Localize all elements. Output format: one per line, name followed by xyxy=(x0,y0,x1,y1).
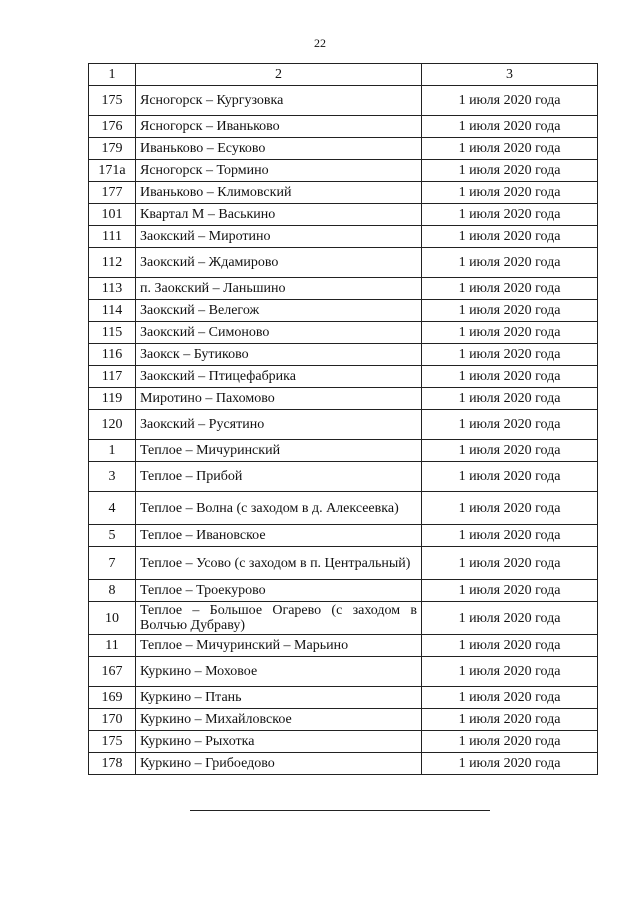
route-number-cell: 119 xyxy=(89,388,136,410)
route-name-cell: Теплое – Троекурово xyxy=(136,580,422,602)
table-row xyxy=(89,709,598,731)
route-date-cell: 1 июля 2020 года xyxy=(422,300,598,322)
route-number-cell: 178 xyxy=(89,753,136,775)
route-number-cell: 175 xyxy=(89,86,136,116)
route-date-cell: 1 июля 2020 года xyxy=(422,116,598,138)
route-date-cell: 1 июля 2020 года xyxy=(422,462,598,492)
header-col-1: 1 xyxy=(89,64,136,86)
route-number-cell: 120 xyxy=(89,410,136,440)
route-number-cell: 101 xyxy=(89,204,136,226)
table-row xyxy=(89,440,598,462)
route-date-cell: 1 июля 2020 года xyxy=(422,580,598,602)
route-name-cell: Иваньково – Есуково xyxy=(136,138,422,160)
route-number-cell: 167 xyxy=(89,657,136,687)
route-number-cell: 170 xyxy=(89,709,136,731)
route-date-cell: 1 июля 2020 года xyxy=(422,657,598,687)
route-number-cell: 169 xyxy=(89,687,136,709)
route-date-cell: 1 июля 2020 года xyxy=(422,731,598,753)
table-row xyxy=(89,248,598,278)
table-row xyxy=(89,580,598,602)
route-date-cell: 1 июля 2020 года xyxy=(422,687,598,709)
route-date-cell: 1 июля 2020 года xyxy=(422,440,598,462)
route-number-cell: 117 xyxy=(89,366,136,388)
route-number-cell: 114 xyxy=(89,300,136,322)
route-name-cell: Теплое – Мичуринский xyxy=(136,440,422,462)
route-date-cell: 1 июля 2020 года xyxy=(422,602,598,635)
route-name-cell: Куркино – Грибоедово xyxy=(136,753,422,775)
header-col-3: 3 xyxy=(422,64,598,86)
routes-table xyxy=(88,63,598,775)
route-name-cell: Иваньково – Климовский xyxy=(136,182,422,204)
route-date-cell: 1 июля 2020 года xyxy=(422,410,598,440)
route-number-cell: 113 xyxy=(89,278,136,300)
route-date-cell: 1 июля 2020 года xyxy=(422,322,598,344)
route-number-cell: 116 xyxy=(89,344,136,366)
route-number-cell: 11 xyxy=(89,635,136,657)
route-date-cell: 1 июля 2020 года xyxy=(422,86,598,116)
route-number-cell: 179 xyxy=(89,138,136,160)
table-row xyxy=(89,322,598,344)
route-number-cell: 171а xyxy=(89,160,136,182)
route-name-cell: Заокск – Бутиково xyxy=(136,344,422,366)
route-name-cell: Теплое – Усово (с заходом в п. Центральный) xyxy=(136,547,422,580)
table-row xyxy=(89,204,598,226)
route-name-cell: Заокский – Русятино xyxy=(136,410,422,440)
route-date-cell: 1 июля 2020 года xyxy=(422,525,598,547)
table-row xyxy=(89,278,598,300)
table-row xyxy=(89,687,598,709)
route-number-cell: 176 xyxy=(89,116,136,138)
routes-table-body xyxy=(89,64,598,775)
route-name-cell: Теплое – Прибой xyxy=(136,462,422,492)
route-name-cell: Куркино – Рыхотка xyxy=(136,731,422,753)
route-name-cell: Куркино – Птань xyxy=(136,687,422,709)
route-number-cell: 111 xyxy=(89,226,136,248)
route-date-cell: 1 июля 2020 года xyxy=(422,492,598,525)
table-row xyxy=(89,226,598,248)
route-name-cell: п. Заокский – Ланьшино xyxy=(136,278,422,300)
route-date-cell: 1 июля 2020 года xyxy=(422,138,598,160)
route-name-cell: Теплое – Большое Огарево (с заходом в Волчью Дубраву) xyxy=(136,602,422,635)
route-number-cell: 175 xyxy=(89,731,136,753)
route-number-cell: 115 xyxy=(89,322,136,344)
table-row xyxy=(89,182,598,204)
header-col-2: 2 xyxy=(136,64,422,86)
route-date-cell: 1 июля 2020 года xyxy=(422,366,598,388)
route-date-cell: 1 июля 2020 года xyxy=(422,635,598,657)
table-row xyxy=(89,753,598,775)
closing-rule xyxy=(190,810,490,811)
table-row xyxy=(89,525,598,547)
table-row xyxy=(89,731,598,753)
route-number-cell: 5 xyxy=(89,525,136,547)
table-row xyxy=(89,547,598,580)
route-date-cell: 1 июля 2020 года xyxy=(422,388,598,410)
route-date-cell: 1 июля 2020 года xyxy=(422,278,598,300)
route-date-cell: 1 июля 2020 года xyxy=(422,182,598,204)
route-date-cell: 1 июля 2020 года xyxy=(422,753,598,775)
route-date-cell: 1 июля 2020 года xyxy=(422,344,598,366)
table-row xyxy=(89,657,598,687)
route-date-cell: 1 июля 2020 года xyxy=(422,248,598,278)
table-row xyxy=(89,492,598,525)
route-number-cell: 112 xyxy=(89,248,136,278)
table-row xyxy=(89,602,598,635)
route-date-cell: 1 июля 2020 года xyxy=(422,204,598,226)
route-name-cell: Теплое – Волна (с заходом в д. Алексеевка) xyxy=(136,492,422,525)
table-row xyxy=(89,410,598,440)
route-name-cell: Заокский – Птицефабрика xyxy=(136,366,422,388)
route-name-cell: Квартал М – Васькино xyxy=(136,204,422,226)
route-number-cell: 4 xyxy=(89,492,136,525)
route-date-cell: 1 июля 2020 года xyxy=(422,709,598,731)
route-name-cell: Ясногорск – Кургузовка xyxy=(136,86,422,116)
route-name-cell: Ясногорск – Иваньково xyxy=(136,116,422,138)
route-date-cell: 1 июля 2020 года xyxy=(422,547,598,580)
route-number-cell: 10 xyxy=(89,602,136,635)
table-row xyxy=(89,366,598,388)
table-row xyxy=(89,462,598,492)
route-number-cell: 1 xyxy=(89,440,136,462)
route-date-cell: 1 июля 2020 года xyxy=(422,160,598,182)
route-name-cell: Теплое – Мичуринский – Марьино xyxy=(136,635,422,657)
route-name-cell: Куркино – Моховое xyxy=(136,657,422,687)
table-row xyxy=(89,160,598,182)
route-name-cell: Заокский – Ждамирово xyxy=(136,248,422,278)
page-number: 22 xyxy=(314,36,326,50)
route-name-cell: Заокский – Велегож xyxy=(136,300,422,322)
route-name-cell: Куркино – Михайловское xyxy=(136,709,422,731)
route-name-cell: Теплое – Ивановское xyxy=(136,525,422,547)
table-row xyxy=(89,86,598,116)
table-row xyxy=(89,138,598,160)
table-row xyxy=(89,116,598,138)
table-header-row xyxy=(89,64,598,86)
route-date-cell: 1 июля 2020 года xyxy=(422,226,598,248)
table-row xyxy=(89,635,598,657)
route-name-cell: Ясногорск – Тормино xyxy=(136,160,422,182)
route-number-cell: 8 xyxy=(89,580,136,602)
table-row xyxy=(89,344,598,366)
route-number-cell: 177 xyxy=(89,182,136,204)
route-number-cell: 7 xyxy=(89,547,136,580)
table-row xyxy=(89,388,598,410)
route-name-cell: Миротино – Пахомово xyxy=(136,388,422,410)
route-name-cell: Заокский – Симоново xyxy=(136,322,422,344)
route-name-cell: Заокский – Миротино xyxy=(136,226,422,248)
table-row xyxy=(89,300,598,322)
route-number-cell: 3 xyxy=(89,462,136,492)
